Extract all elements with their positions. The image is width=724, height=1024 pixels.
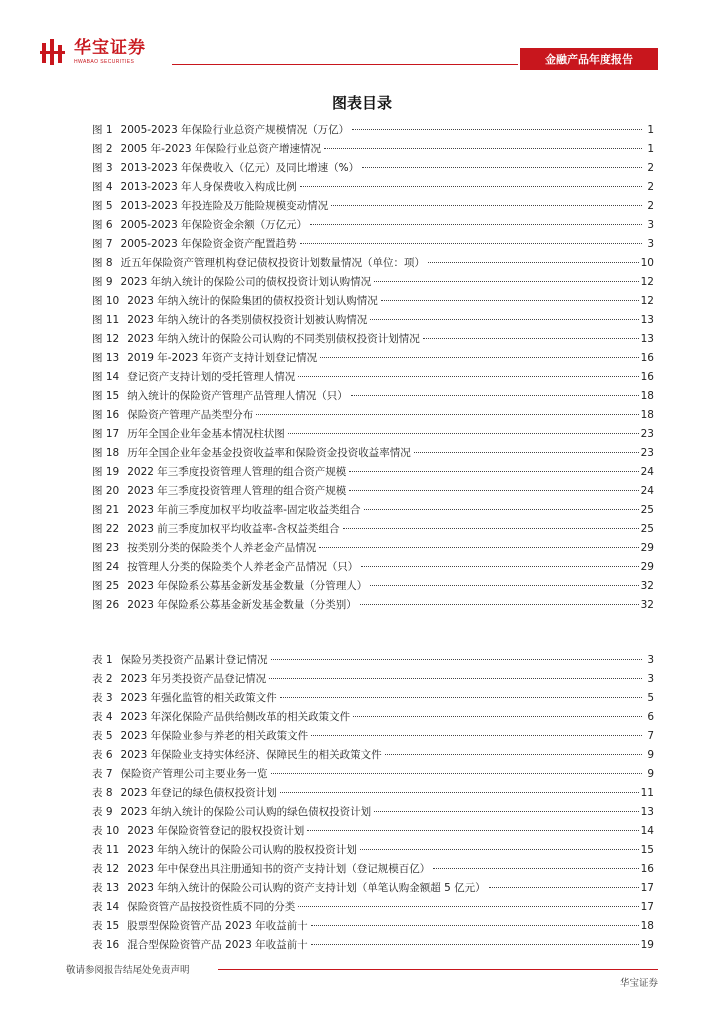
dot-leader — [307, 830, 638, 831]
toc-figure-entry-title: 历年全国企业年金基金投资收益率和保险资金投资收益率情况 — [127, 447, 411, 459]
dot-leader — [311, 735, 642, 736]
figure-list — [92, 121, 654, 615]
toc-figure-entry-page-number: 16 — [640, 352, 654, 364]
dot-leader — [374, 811, 639, 812]
dot-leader — [353, 716, 642, 717]
toc-table-entry-label: 表 1 — [92, 654, 113, 666]
toc-table-entry-label: 表 9 — [92, 806, 113, 818]
toc-table-entry[interactable] — [92, 670, 654, 689]
toc-figure-entry-title: 2023 年三季度投资管理人管理的组合资产规模 — [127, 485, 347, 497]
dot-leader — [300, 186, 642, 187]
brand-logo-icon — [38, 37, 68, 67]
dot-leader — [271, 659, 642, 660]
toc-figure-entry-page-number: 25 — [640, 523, 654, 535]
toc-figure-entry[interactable] — [92, 254, 654, 273]
dot-leader — [311, 944, 639, 945]
toc-figure-entry-title: 2019 年-2023 年资产支持计划登记情况 — [127, 352, 318, 364]
toc-figure-entry-label: 图 19 — [92, 466, 120, 478]
toc-figure-entry[interactable] — [92, 482, 654, 501]
toc-figure-entry-title: 按类别分类的保险类个人养老金产品情况 — [127, 542, 317, 554]
toc-figure-entry-title: 2023 年纳入统计的保险集团的债权投资计划认购情况 — [127, 295, 378, 307]
toc-table-entry-title: 混合型保险资管产品 2023 年收益前十 — [127, 939, 308, 951]
toc-figure-entry-label: 图 15 — [92, 390, 120, 402]
toc-figure-entry-label: 图 9 — [92, 276, 113, 288]
dot-leader — [256, 414, 638, 415]
toc-table-entry-label: 表 11 — [92, 844, 120, 856]
dot-leader — [311, 925, 639, 926]
toc-table-entry-title: 2023 年另类投资产品登记情况 — [120, 673, 267, 685]
toc-figure-entry-title: 2022 年三季度投资管理人管理的组合资产规模 — [127, 466, 347, 478]
dot-leader — [271, 773, 642, 774]
toc-figure-entry-title: 2005 年-2023 年保险行业总资产增速情况 — [120, 143, 321, 155]
header-divider — [172, 64, 518, 65]
toc-figure-entry-page-number: 24 — [640, 466, 654, 478]
toc-figure-entry[interactable] — [92, 178, 654, 197]
toc-figure-entry-label: 图 6 — [92, 219, 113, 231]
dot-leader — [361, 566, 638, 567]
toc-table-entry-label: 表 8 — [92, 787, 113, 799]
toc-table-entry[interactable] — [92, 727, 654, 746]
toc-figure-entry-page-number: 13 — [640, 333, 654, 345]
toc-table-entry-title: 保险资管产品按投资性质不同的分类 — [127, 901, 296, 913]
toc-figure-entry[interactable] — [92, 463, 654, 482]
disclaimer-note: 敬请参阅报告结尾处免责声明 — [66, 965, 190, 976]
toc-table-entry-page-number: 3 — [647, 654, 654, 666]
toc-figure-entry-title: 2023 年保险系公募基金新发基金数量（分类别） — [127, 599, 357, 611]
toc-figure-entry-page-number: 25 — [640, 504, 654, 516]
dot-leader — [423, 338, 639, 339]
toc-figure-entry-title: 2013-2023 年保费收入（亿元）及同比增速（%） — [120, 162, 360, 174]
dot-leader — [319, 547, 638, 548]
brand-name-cn: 华宝证券 — [74, 37, 146, 58]
toc-figure-entry[interactable] — [92, 558, 654, 577]
toc-figure-entry[interactable] — [92, 406, 654, 425]
toc-figure-entry-label: 图 5 — [92, 200, 113, 212]
toc-figure-entry-title: 2023 年纳入统计的各类别债权投资计划被认购情况 — [127, 314, 368, 326]
toc-figure-entry-title: 历年全国企业年金基本情况柱状图 — [127, 428, 285, 440]
toc-figure-entry-page-number: 12 — [640, 295, 654, 307]
toc-figure-entry[interactable] — [92, 292, 654, 311]
toc-table-entry-label: 表 15 — [92, 920, 120, 932]
toc-figure-entry-page-number: 2 — [647, 181, 654, 193]
toc-table-entry-title: 2023 年纳入统计的保险公司认购的股权投资计划 — [127, 844, 357, 856]
toc-figure-entry-label: 图 10 — [92, 295, 120, 307]
dot-leader — [370, 585, 638, 586]
toc-figure-entry-page-number: 23 — [640, 447, 654, 459]
toc-figure-entry-page-number: 3 — [647, 219, 654, 231]
dot-leader — [300, 243, 642, 244]
toc-table-entry-page-number: 15 — [640, 844, 654, 856]
toc-table-entry-page-number: 9 — [647, 749, 654, 761]
dot-leader — [385, 754, 642, 755]
toc-table-entry[interactable] — [92, 651, 654, 670]
toc-figure-entry-label: 图 16 — [92, 409, 120, 421]
toc-table-entry-title: 2023 年登记的绿色债权投资计划 — [120, 787, 277, 799]
toc-figure-entry-label: 图 14 — [92, 371, 120, 383]
dot-leader — [360, 604, 639, 605]
toc-figure-entry-page-number: 18 — [640, 390, 654, 402]
toc-table-entry-page-number: 3 — [647, 673, 654, 685]
toc-figure-entry-page-number: 2 — [647, 200, 654, 212]
brand-name-en: HWABAO SECURITIES — [74, 58, 135, 65]
dot-leader — [298, 906, 638, 907]
footer-divider — [218, 969, 658, 970]
dot-leader — [288, 433, 639, 434]
toc-table-entry-page-number: 19 — [640, 939, 654, 951]
toc-table-entry-page-number: 17 — [640, 882, 654, 894]
toc-table-entry-page-number: 14 — [640, 825, 654, 837]
toc-figure-entry-title: 按管理人分类的保险类个人养老金产品情况（只） — [127, 561, 359, 573]
dot-leader — [280, 792, 639, 793]
toc-table-entry-label: 表 5 — [92, 730, 113, 742]
toc-figure-entry[interactable] — [92, 235, 654, 254]
toc-title: 图表目录 — [331, 94, 392, 112]
brand-logo — [38, 37, 146, 67]
toc-figure-entry-page-number: 32 — [640, 580, 654, 592]
toc-table-entry[interactable] — [92, 708, 654, 727]
toc-table-entry[interactable] — [92, 841, 654, 860]
dot-leader — [280, 697, 642, 698]
toc-table-entry-title: 2023 年强化监管的相关政策文件 — [120, 692, 277, 704]
toc-figure-entry-label: 图 3 — [92, 162, 113, 174]
toc-table-entry-page-number: 17 — [640, 901, 654, 913]
toc-table-entry-page-number: 7 — [647, 730, 654, 742]
dot-leader — [414, 452, 639, 453]
toc-figure-entry-title: 2005-2023 年保险资金资产配置趋势 — [120, 238, 297, 250]
toc-figure-entry-title: 2005-2023 年保险行业总资产规模情况（万亿） — [120, 124, 350, 136]
toc-figure-entry-title: 2023 年纳入统计的保险公司认购的不同类别债权投资计划情况 — [127, 333, 420, 345]
toc-figure-entry-page-number: 18 — [640, 409, 654, 421]
toc-figure-entry-title: 2013-2023 年人身保费收入构成比例 — [120, 181, 297, 193]
toc-table-entry-label: 表 16 — [92, 939, 120, 951]
toc-figure-entry-label: 图 26 — [92, 599, 120, 611]
toc-table-entry-title: 2023 年中保登出具注册通知书的资产支持计划（登记规模百亿） — [127, 863, 431, 875]
toc-figure-entry[interactable] — [92, 444, 654, 463]
toc-table-entry[interactable] — [92, 689, 654, 708]
toc-table-entry-title: 2023 年纳入统计的保险公司认购的绿色债权投资计划 — [120, 806, 372, 818]
toc-figure-entry[interactable] — [92, 520, 654, 539]
dot-leader — [360, 849, 639, 850]
toc-figure-entry-label: 图 18 — [92, 447, 120, 459]
toc-table-entry-page-number: 11 — [640, 787, 654, 799]
dot-leader — [433, 868, 638, 869]
toc-table-entry-label: 表 6 — [92, 749, 113, 761]
toc-figure-entry-title: 纳入统计的保险资产管理产品管理人情况（只） — [127, 390, 348, 402]
toc-figure-entry-label: 图 8 — [92, 257, 113, 269]
toc-figure-entry-page-number: 23 — [640, 428, 654, 440]
dot-leader — [298, 376, 638, 377]
toc-figure-entry-page-number: 3 — [647, 238, 654, 250]
toc-figure-entry-label: 图 24 — [92, 561, 120, 573]
toc-figure-entry-page-number: 24 — [640, 485, 654, 497]
page-header — [0, 0, 724, 80]
toc-figure-entry[interactable] — [92, 197, 654, 216]
dot-leader — [489, 887, 639, 888]
dot-leader — [381, 300, 639, 301]
toc-figure-entry-page-number: 29 — [640, 542, 654, 554]
toc-table-entry-label: 表 4 — [92, 711, 113, 723]
toc-figure-entry-title: 2023 前三季度加权平均收益率-含权益类组合 — [127, 523, 340, 535]
dot-leader — [343, 528, 639, 529]
toc-figure-entry-label: 图 7 — [92, 238, 113, 250]
toc-table-entry-label: 表 2 — [92, 673, 113, 685]
toc-table-entry[interactable] — [92, 784, 654, 803]
toc-figure-entry-page-number: 1 — [647, 124, 654, 136]
toc-table-entry-title: 2023 年纳入统计的保险公司认购的资产支持计划（单笔认购金额超 5 亿元） — [127, 882, 486, 894]
toc-table-entry-label: 表 10 — [92, 825, 120, 837]
toc-figure-entry-label: 图 1 — [92, 124, 113, 136]
toc-figure-entry[interactable] — [92, 140, 654, 159]
toc-table-entry-title: 股票型保险资管产品 2023 年收益前十 — [127, 920, 308, 932]
toc-figure-entry-title: 2013-2023 年投连险及万能险规模变动情况 — [120, 200, 329, 212]
toc-table-entry[interactable] — [92, 917, 654, 936]
toc-figure-entry[interactable] — [92, 159, 654, 178]
toc-figure-entry-page-number: 1 — [647, 143, 654, 155]
toc-figure-entry-label: 图 12 — [92, 333, 120, 345]
toc-figure-entry-label: 图 25 — [92, 580, 120, 592]
dot-leader — [349, 490, 638, 491]
toc-figure-entry-page-number: 12 — [640, 276, 654, 288]
toc-table-entry-label: 表 3 — [92, 692, 113, 704]
dot-leader — [324, 148, 642, 149]
dot-leader — [352, 129, 642, 130]
toc-table-entry-title: 2023 年保险业参与养老的相关政策文件 — [120, 730, 309, 742]
toc-figure-entry-title: 登记资产支持计划的受托管理人情况 — [127, 371, 296, 383]
toc-table-entry-title: 2023 年深化保险产品供给侧改革的相关政策文件 — [120, 711, 351, 723]
toc-figure-entry-label: 图 17 — [92, 428, 120, 440]
toc-figure-entry-label: 图 20 — [92, 485, 120, 497]
toc-figure-entry[interactable] — [92, 387, 654, 406]
dot-leader — [364, 509, 639, 510]
dot-leader — [351, 395, 639, 396]
toc-table-entry[interactable] — [92, 898, 654, 917]
toc-figure-entry-page-number: 32 — [640, 599, 654, 611]
toc-figure-entry-label: 图 2 — [92, 143, 113, 155]
dot-leader — [374, 281, 639, 282]
toc-figure-entry[interactable] — [92, 596, 654, 615]
dot-leader — [310, 224, 642, 225]
dot-leader — [362, 167, 642, 168]
toc-table-entry-page-number: 6 — [647, 711, 654, 723]
table-list — [92, 651, 654, 955]
toc-figure-entry-title: 2023 年前三季度加权平均收益率-固定收益类组合 — [127, 504, 361, 516]
toc-table-entry[interactable] — [92, 936, 654, 955]
toc-figure-entry-label: 图 21 — [92, 504, 120, 516]
toc-table-entry[interactable] — [92, 746, 654, 765]
toc-figure-entry[interactable] — [92, 273, 654, 292]
toc-figure-entry-label: 图 23 — [92, 542, 120, 554]
toc-figure-entry-label: 图 13 — [92, 352, 120, 364]
toc-table-entry-label: 表 12 — [92, 863, 120, 875]
dot-leader — [370, 319, 638, 320]
toc-table-entry-page-number: 18 — [640, 920, 654, 932]
toc-table-entry-label: 表 13 — [92, 882, 120, 894]
toc-table-entry[interactable] — [92, 765, 654, 784]
toc-figure-entry-title: 2023 年纳入统计的保险公司的债权投资计划认购情况 — [120, 276, 372, 288]
toc-figure-entry-page-number: 10 — [640, 257, 654, 269]
toc-table-entry-page-number: 16 — [640, 863, 654, 875]
toc-figure-entry-title: 近五年保险资产管理机构登记债权投资计划数量情况（单位：项） — [120, 257, 426, 269]
toc-table-entry-title: 保险资产管理公司主要业务一览 — [120, 768, 268, 780]
dot-leader — [349, 471, 638, 472]
toc-figure-entry-title: 2005-2023 年保险资金余额（万亿元） — [120, 219, 308, 231]
toc-table-entry-page-number: 13 — [640, 806, 654, 818]
footer-firm-name: 华宝证券 — [619, 978, 658, 989]
toc-figure-entry-title: 保险资产管理产品类型分布 — [127, 409, 254, 421]
toc-table-entry[interactable] — [92, 803, 654, 822]
toc-figure-entry-label: 图 22 — [92, 523, 120, 535]
toc-table-entry-page-number: 5 — [647, 692, 654, 704]
toc-figure-entry-label: 图 4 — [92, 181, 113, 193]
toc-figure-entry[interactable] — [92, 539, 654, 558]
toc-table-entry[interactable] — [92, 879, 654, 898]
toc-figure-entry-label: 图 11 — [92, 314, 120, 326]
toc-figure-entry-page-number: 13 — [640, 314, 654, 326]
toc-table-entry-label: 表 7 — [92, 768, 113, 780]
dot-leader — [269, 678, 642, 679]
toc-figure-entry[interactable] — [92, 330, 654, 349]
dot-leader — [320, 357, 639, 358]
toc-figure-entry[interactable] — [92, 121, 654, 140]
toc-figure-entry-title: 2023 年保险系公募基金新发基金数量（分管理人） — [127, 580, 368, 592]
toc-table-entry[interactable] — [92, 860, 654, 879]
toc-figure-entry[interactable] — [92, 349, 654, 368]
toc-table-entry-title: 2023 年保险业支持实体经济、保障民生的相关政策文件 — [120, 749, 382, 761]
toc-figure-entry-page-number: 2 — [647, 162, 654, 174]
toc-figure-entry[interactable] — [92, 425, 654, 444]
toc-figure-entry[interactable] — [92, 368, 654, 387]
report-type-badge: 金融产品年度报告 — [520, 48, 658, 70]
toc-figure-entry[interactable] — [92, 577, 654, 596]
toc-table-entry-title: 2023 年保险资管登记的股权投资计划 — [127, 825, 305, 837]
toc-table-entry-label: 表 14 — [92, 901, 120, 913]
toc-figure-entry-page-number: 29 — [640, 561, 654, 573]
dot-leader — [331, 205, 642, 206]
toc-table-entry-title: 保险另类投资产品累计登记情况 — [120, 654, 268, 666]
toc-figure-entry[interactable] — [92, 311, 654, 330]
dot-leader — [428, 262, 639, 263]
toc-figure-entry[interactable] — [92, 501, 654, 520]
toc-figure-entry-page-number: 16 — [640, 371, 654, 383]
toc-table-entry-page-number: 9 — [647, 768, 654, 780]
toc-table-entry[interactable] — [92, 822, 654, 841]
toc-figure-entry[interactable] — [92, 216, 654, 235]
